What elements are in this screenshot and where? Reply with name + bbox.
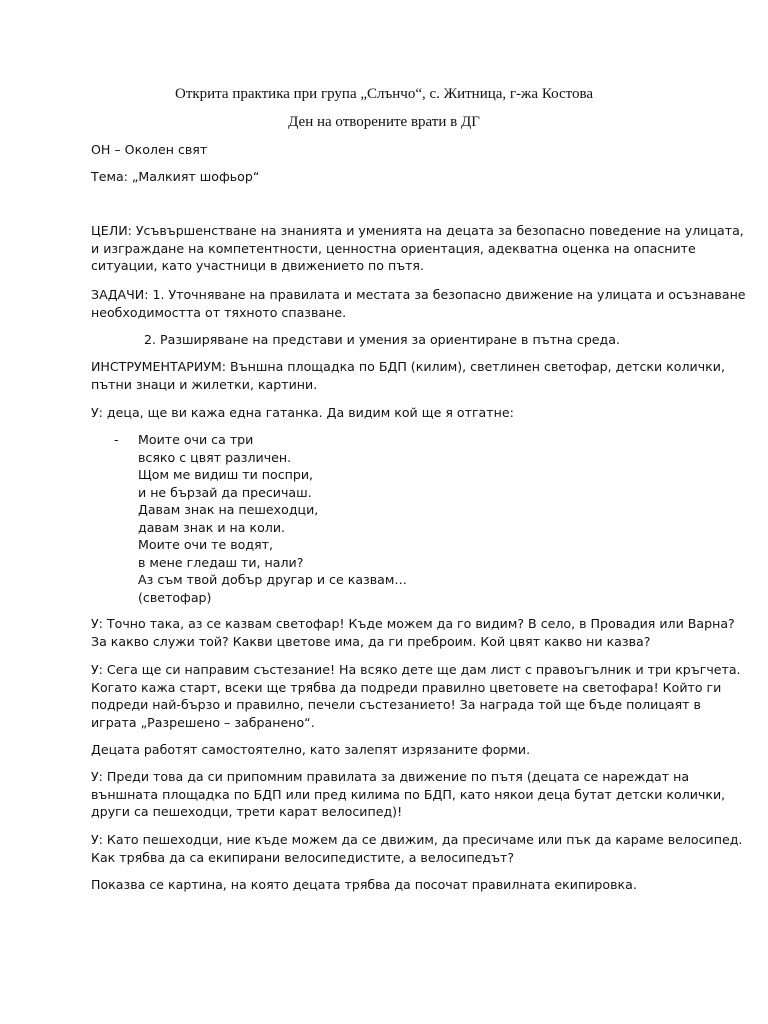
paragraph-rules bbox=[91, 768, 726, 821]
paragraph-line: Децата работят самостоятелно, като залепят изрязаните форми. bbox=[91, 742, 531, 757]
paragraph-line: външната площадка по БДП или пред килима по БДП, като някои деца бутат детски колички, bbox=[91, 786, 726, 802]
list-dash: - bbox=[114, 432, 119, 447]
subject-text: ОН – Околен свят bbox=[91, 142, 208, 157]
paragraph-line: У: Преди това да си припомним правилата за движение по пътя (децата се нареждат на bbox=[91, 769, 690, 784]
tools-line: пътни знаци и жилетки, картини. bbox=[91, 376, 318, 392]
paragraph-line: играта „Разрешено – забранено“. bbox=[91, 714, 315, 730]
poem-line: Моите очи са три bbox=[138, 432, 254, 447]
poem-line: всяко с цвят различен. bbox=[138, 449, 292, 465]
task-two-text: 2. Разширяване на представи и умения за ориентиране в пътна среда. bbox=[144, 332, 620, 347]
riddle-intro-text: У: деца, ще ви кажа една гатанка. Да видим кой ще я отгатне: bbox=[91, 405, 514, 420]
poem-line: Давам знак на пешеходци, bbox=[138, 502, 319, 517]
paragraph-pedestrians bbox=[91, 831, 743, 866]
paragraph-line: У: Точно така, аз се казвам светофар! Къде можем да го видим? В село, в Провадия или Варна? bbox=[91, 616, 735, 631]
tools-line: ИНСТРУМЕНТАРИУМ: Външна площадка по БДП (килим), светлинен светофар, детски колички, bbox=[91, 359, 725, 374]
poem-line: в мене гледаш ти, нали? bbox=[138, 554, 304, 570]
paragraph-line: Когато кажа старт, всеки ще трябва да подреди правилно цветовете на светофара! Който ги bbox=[91, 679, 722, 695]
poem-line: Аз съм твой добър другар и се казвам… bbox=[138, 572, 407, 587]
tasks-paragraph bbox=[91, 286, 746, 321]
tasks-line: ЗАДАЧИ: 1. Уточняване на правилата и местата за безопасно движение на улицата и осъзнаване bbox=[91, 287, 746, 302]
topic-text: Тема: „Малкият шофьор“ bbox=[91, 169, 260, 184]
goals-paragraph bbox=[91, 222, 744, 275]
document-title: Открита практика при група „Слънчо“, с. Житница, г-жа Костова bbox=[174, 86, 594, 102]
poem-line: давам знак и на коли. bbox=[138, 519, 286, 535]
paragraph-line: У: Като пешеходци, ние къде можем да се движим, да пресичаме или пък да караме велосипед. bbox=[91, 832, 743, 847]
document-subtitle: Ден на отворените врати в ДГ bbox=[288, 114, 480, 130]
poem-line: Моите очи те водят, bbox=[138, 537, 274, 552]
paragraph-line: Показва се картина, на която децата трябва да посочат правилната екипировка. bbox=[91, 877, 637, 892]
tasks-line: необходимостта от тяхното спазване. bbox=[91, 304, 347, 320]
paragraph-line: За какво служи той? Какви цветове има, да ги преброим. Кой цвят какво ни казва? bbox=[91, 633, 651, 649]
poem-lines bbox=[138, 431, 407, 606]
topic-line bbox=[91, 168, 691, 186]
poem-line: (светофар) bbox=[138, 589, 212, 605]
paragraph-line: Как трябва да са екипирани велосипедистите, а велосипедът? bbox=[91, 849, 515, 865]
paragraph-competition bbox=[91, 661, 741, 731]
task-two bbox=[144, 331, 744, 349]
subject-line bbox=[91, 141, 691, 159]
paragraph-picture bbox=[91, 876, 691, 894]
paragraph-line: подреди най-бързо и правилно, печели състезанието! За награда той ще бъде полицаят в bbox=[91, 697, 701, 712]
goals-line: и изграждане на компетентности, ценностна ориентация, адекватна оценка на опасните bbox=[91, 240, 696, 256]
poem-line: и не бързай да пресичаш. bbox=[138, 484, 312, 500]
paragraph-line: У: Сега ще си направим състезание! На всяко дете ще дам лист с правоъгълник и три кръгчета. bbox=[91, 662, 741, 677]
paragraph-line: други са пешеходци, трети карат велосипед)! bbox=[91, 804, 403, 819]
paragraph-independent-work bbox=[91, 741, 691, 759]
goals-line: ЦЕЛИ: Усъвършенстване на знанията и уменията на децата за безопасно поведение на улицата, bbox=[91, 223, 744, 238]
goals-line: ситуации, като участници в движението по пътя. bbox=[91, 258, 425, 273]
paragraph-traffic-light bbox=[91, 615, 735, 650]
tools-paragraph bbox=[91, 358, 725, 393]
poem-line: Щом ме видиш ти поспри, bbox=[138, 467, 314, 482]
riddle-intro bbox=[91, 404, 691, 422]
